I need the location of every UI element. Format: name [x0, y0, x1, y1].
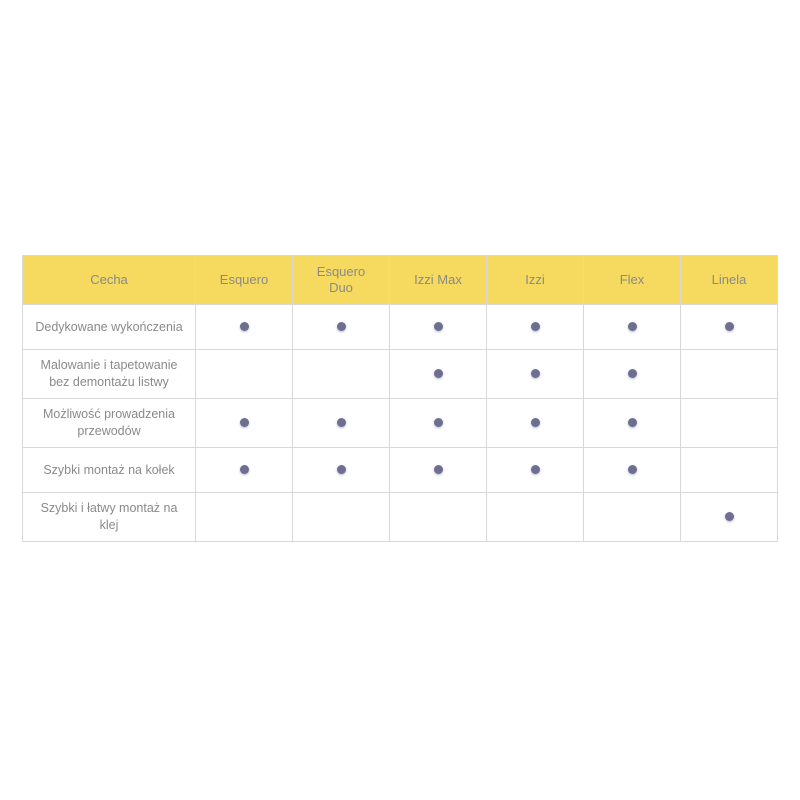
feature-label: Szybki montaż na kołek — [23, 448, 196, 493]
column-header-feature — [23, 256, 196, 305]
check-dot-icon — [434, 465, 443, 474]
column-header-esquero-duo-label-line2: Duo — [329, 280, 353, 295]
check-dot-icon — [531, 418, 540, 427]
column-header-esquero-label: Esquero — [219, 272, 269, 287]
table-row — [23, 305, 778, 350]
mark-cell — [293, 493, 390, 542]
table-header-row — [23, 256, 778, 305]
feature-label: Malowanie i tapetowanie bez demontażu listwy — [23, 350, 196, 399]
mark-cell — [196, 493, 293, 542]
column-header-esquero — [196, 256, 293, 305]
mark-cell — [293, 350, 390, 399]
table-row — [23, 493, 778, 542]
comparison-table-container — [22, 255, 778, 542]
column-header-esquero-duo-label: Esquero — [316, 264, 366, 279]
check-dot-icon — [531, 322, 540, 331]
column-header-flex-label: Flex — [619, 272, 645, 287]
mark-cell — [681, 350, 778, 399]
column-header-izzi-max-label: Izzi Max — [414, 272, 462, 287]
check-dot-icon — [434, 369, 443, 378]
mark-cell — [293, 305, 390, 350]
mark-cell — [584, 350, 681, 399]
feature-label: Dedykowane wykończenia — [23, 305, 196, 350]
check-dot-icon — [628, 418, 637, 427]
mark-cell — [390, 399, 487, 448]
mark-cell — [584, 493, 681, 542]
mark-cell — [487, 493, 584, 542]
column-header-flex — [584, 256, 681, 305]
table-row — [23, 448, 778, 493]
check-dot-icon — [240, 418, 249, 427]
mark-cell — [681, 448, 778, 493]
mark-cell — [681, 305, 778, 350]
table-row — [23, 399, 778, 448]
mark-cell — [293, 399, 390, 448]
column-header-linela — [681, 256, 778, 305]
table-row — [23, 350, 778, 399]
column-header-linela-label: Linela — [711, 272, 747, 287]
check-dot-icon — [337, 418, 346, 427]
mark-cell — [487, 350, 584, 399]
column-header-izzi-max — [390, 256, 487, 305]
mark-cell — [681, 493, 778, 542]
check-dot-icon — [725, 512, 734, 521]
check-dot-icon — [240, 322, 249, 331]
mark-cell — [390, 493, 487, 542]
mark-cell — [681, 399, 778, 448]
mark-cell — [390, 350, 487, 399]
mark-cell — [196, 448, 293, 493]
mark-cell — [584, 399, 681, 448]
check-dot-icon — [628, 465, 637, 474]
mark-cell — [487, 448, 584, 493]
mark-cell — [293, 448, 390, 493]
check-dot-icon — [628, 322, 637, 331]
table-header — [23, 256, 778, 305]
mark-cell — [196, 350, 293, 399]
mark-cell — [584, 305, 681, 350]
check-dot-icon — [531, 465, 540, 474]
column-header-feature-label: Cecha — [90, 272, 128, 287]
product-comparison-table — [22, 255, 778, 542]
column-header-izzi — [487, 256, 584, 305]
check-dot-icon — [531, 369, 540, 378]
check-dot-icon — [240, 465, 249, 474]
check-dot-icon — [725, 322, 734, 331]
mark-cell — [584, 448, 681, 493]
feature-label: Możliwość prowadzenia przewodów — [23, 399, 196, 448]
mark-cell — [487, 399, 584, 448]
column-header-izzi-label: Izzi — [525, 272, 545, 287]
mark-cell — [390, 448, 487, 493]
check-dot-icon — [337, 322, 346, 331]
check-dot-icon — [337, 465, 346, 474]
mark-cell — [196, 305, 293, 350]
mark-cell — [196, 399, 293, 448]
check-dot-icon — [434, 322, 443, 331]
check-dot-icon — [434, 418, 443, 427]
feature-label: Szybki i łatwy montaż na klej — [23, 493, 196, 542]
column-header-esquero-duo — [293, 256, 390, 305]
mark-cell — [487, 305, 584, 350]
check-dot-icon — [628, 369, 637, 378]
table-body — [23, 305, 778, 542]
mark-cell — [390, 305, 487, 350]
